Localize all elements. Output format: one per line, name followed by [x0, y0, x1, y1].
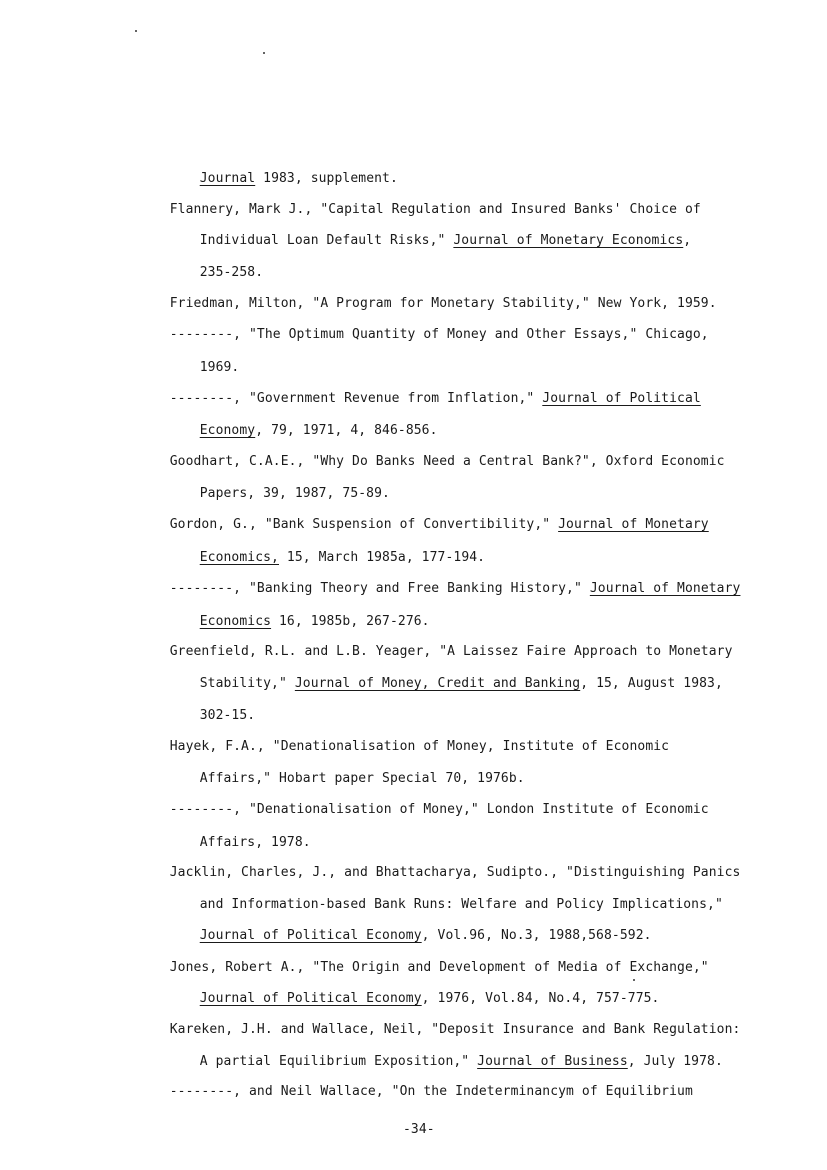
text-run: Affairs," Hobart paper Special 70, 1976b. — [199, 771, 525, 786]
text-run: , Vol.96, No.3, 1988,568-592. — [421, 928, 652, 943]
text-run: Flannery, Mark J., "Capital Regulation and Insured Banks' Choice of — [169, 202, 701, 217]
journal-title: Economics — [199, 614, 272, 629]
text-run: , 15, August 1983, — [580, 676, 723, 691]
text-run: --------, "Denationalisation of Money," London Institute of Economic — [169, 802, 709, 817]
text-run: , — [683, 233, 692, 248]
journal-title: Journal of Monetary — [589, 581, 741, 596]
text-run: Individual Loan Default Risks," — [199, 233, 454, 248]
journal-title: Economics, — [199, 550, 279, 565]
scan-speck — [263, 52, 265, 54]
text-run: 15, March 1985a, 177-194. — [279, 550, 486, 565]
journal-title: Journal — [199, 171, 256, 186]
journal-title: Journal of Money, Credit and Banking — [294, 676, 581, 691]
text-run: Hayek, F.A., "Denationalisation of Money, Institute of Economic — [169, 739, 670, 754]
text-run: --------, and Neil Wallace, "On the Indeterminancym of Equilibrium — [169, 1084, 693, 1099]
journal-title: Journal of Monetary Economics — [453, 233, 684, 248]
text-run: , July 1978. — [627, 1054, 723, 1069]
text-run: Papers, 39, 1987, 75-89. — [199, 486, 390, 501]
text-run: 302-15. — [199, 708, 256, 723]
journal-title: Journal of Political Economy — [199, 928, 422, 943]
text-run: 16, 1985b, 267-276. — [271, 614, 430, 629]
text-run: Affairs, 1978. — [199, 835, 311, 850]
text-run: and Information-based Bank Runs: Welfare and Policy Implications," — [199, 897, 723, 912]
text-run: Stability," — [199, 676, 295, 691]
text-run: Greenfield, R.L. and L.B. Yeager, "A Laissez Faire Approach to Monetary — [169, 644, 733, 659]
text-run: 1983, supplement. — [255, 171, 398, 186]
text-run: Goodhart, C.A.E., "Why Do Banks Need a Central Bank?", Oxford Economic — [169, 454, 725, 469]
text-run: 235-258. — [199, 265, 264, 280]
journal-title: Journal of Political Economy — [199, 991, 422, 1006]
page-number: -34- — [403, 1122, 435, 1137]
text-run: Jones, Robert A., "The Origin and Development of Media of Exchange," — [169, 960, 709, 975]
text-run: --------, "The Optimum Quantity of Money and Other Essays," Chicago, — [169, 327, 709, 342]
reference-line — [138, 1065, 693, 1119]
scan-speck — [135, 30, 137, 32]
journal-title: Economy — [199, 423, 256, 438]
text-run: A partial Equilibrium Exposition," — [199, 1054, 478, 1069]
text-run: , 79, 1971, 4, 846-856. — [255, 423, 438, 438]
text-run: Jacklin, Charles, J., and Bhattacharya, Sudipto., "Distinguishing Panics — [169, 865, 741, 880]
text-run: --------, "Banking Theory and Free Banking History," — [169, 581, 590, 596]
journal-title: Journal of Business — [477, 1054, 628, 1069]
text-run: Gordon, G., "Bank Suspension of Convertibility," — [169, 517, 559, 532]
journal-title: Journal of Political — [542, 391, 701, 406]
text-run: --------, "Government Revenue from Inflation," — [169, 391, 543, 406]
journal-title: Journal of Monetary — [558, 517, 709, 532]
text-run: 1969. — [199, 360, 240, 375]
text-run: Friedman, Milton, "A Program for Monetary Stability," New York, 1959. — [169, 296, 717, 311]
text-run: , 1976, Vol.84, No.4, 757-775. — [421, 991, 660, 1006]
text-run: Kareken, J.H. and Wallace, Neil, "Deposit Insurance and Bank Regulation: — [169, 1022, 741, 1037]
